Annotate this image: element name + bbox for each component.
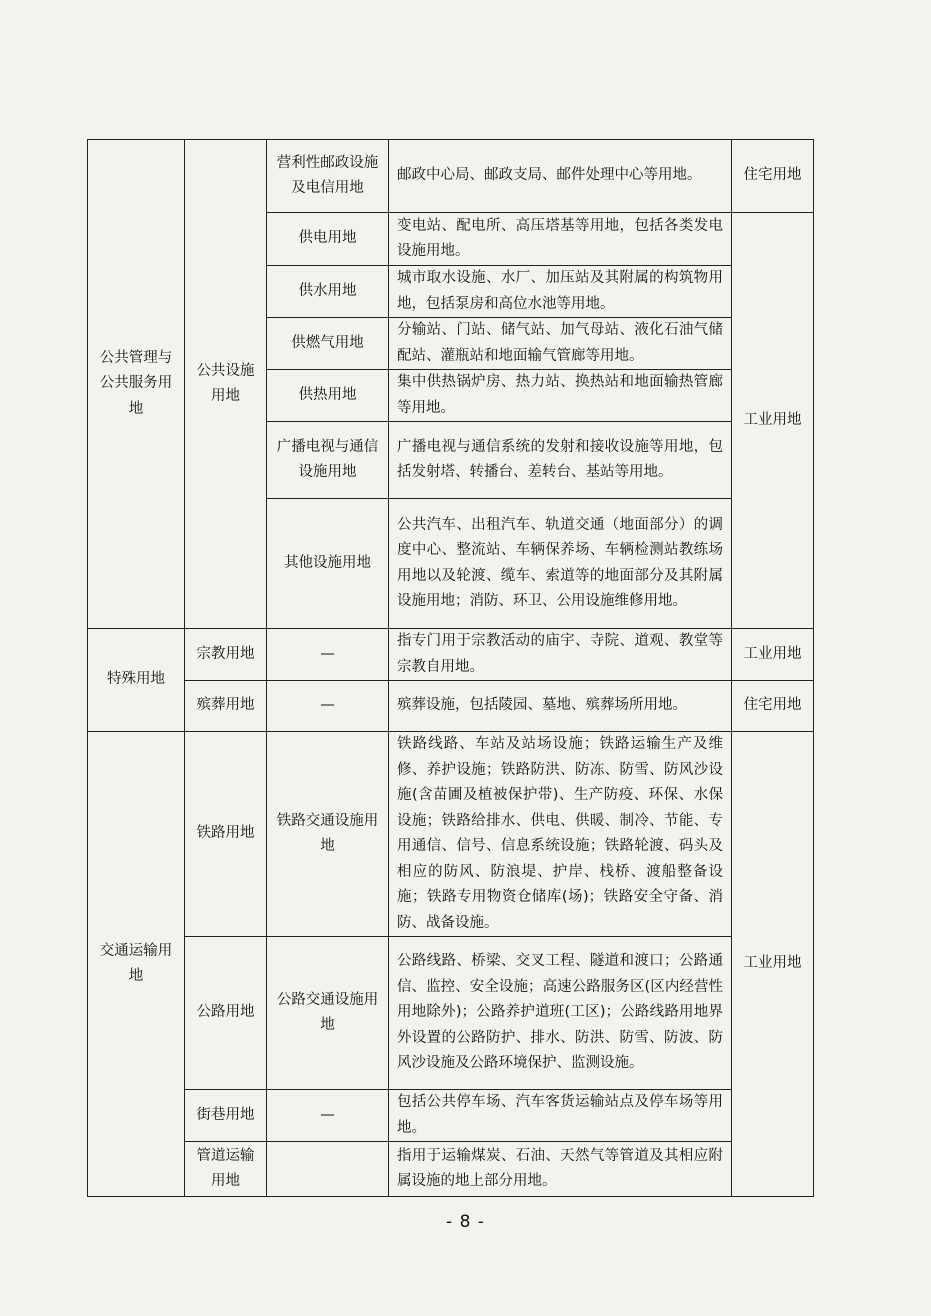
page-number: - 8 -: [446, 1212, 485, 1232]
subcategory-cell: 宗教用地: [185, 629, 267, 681]
description-cell: 铁路线路、车站及站场设施；铁路运输生产及维修、养护设施；铁路防洪、防冻、防雪、防风沙设施(含苗圃及植被保护带)、生产防疫、环保、水保设施；铁路给排水、供电、供暖、制冷、节能、专用通信、信号、信息系统设施；铁路轮渡、码头及相应的防风、防浪堤、护岸、栈桥、渡船整备设施；铁路专用物资仓储库(场)；铁路安全守备、消防、战备设施。: [389, 732, 732, 937]
subcategory-cell: —: [267, 1090, 389, 1142]
description-cell: 广播电视与通信系统的发射和接收设施等用地，包括发射塔、转播台、差转台、基站等用地。: [389, 422, 732, 499]
table-row: [88, 629, 814, 681]
subcategory-cell: 供热用地: [267, 370, 389, 422]
subcategory-cell: 营利性邮政设施及电信用地: [267, 140, 389, 213]
subcategory-cell: 供燃气用地: [267, 318, 389, 370]
reference-land-type: 住宅用地: [732, 140, 814, 213]
subcategory-cell: 管道运输用地: [185, 1142, 267, 1197]
subcategory-cell: 公路交通设施用地: [267, 937, 389, 1090]
subcategory-cell: 街巷用地: [185, 1090, 267, 1142]
table-row: [88, 681, 814, 732]
description-cell: 包括公共停车场、汽车客货运输站点及停车场等用地。: [389, 1090, 732, 1142]
reference-land-type: 工业用地: [732, 629, 814, 681]
subcategory-cell: —: [267, 681, 389, 732]
land-use-table: [87, 139, 814, 1197]
subcategory-cell: 供水用地: [267, 266, 389, 318]
table-row: [88, 140, 814, 213]
subcategory-cell: 铁路交通设施用地: [267, 732, 389, 937]
table-row: [88, 1090, 814, 1142]
category-public-management: 公共管理与公共服务用地: [88, 140, 185, 629]
reference-land-type: 住宅用地: [732, 681, 814, 732]
category-transportation: 交通运输用地: [88, 732, 185, 1197]
description-cell: 城市取水设施、水厂、加压站及其附属的构筑物用地，包括泵房和高位水池等用地。: [389, 266, 732, 318]
subcategory-cell: [267, 1142, 389, 1197]
subcategory-cell: 供电用地: [267, 213, 389, 266]
subcategory-cell: —: [267, 629, 389, 681]
description-cell: 指专门用于宗教活动的庙宇、寺院、道观、教堂等宗教自用地。: [389, 629, 732, 681]
table-row: [88, 732, 814, 937]
table-row: [88, 1142, 814, 1197]
subcategory-cell: 铁路用地: [185, 732, 267, 937]
reference-land-type: 工业用地: [732, 213, 814, 629]
description-cell: 殡葬设施，包括陵园、墓地、殡葬场所用地。: [389, 681, 732, 732]
description-cell: 公共汽车、出租汽车、轨道交通（地面部分）的调度中心、整流站、车辆保养场、车辆检测站教练场用地以及轮渡、缆车、索道等的地面部分及其附属设施用地；消防、环卫、公用设施维修用地。: [389, 499, 732, 629]
description-cell: 公路线路、桥梁、交叉工程、隧道和渡口；公路通信、监控、安全设施；高速公路服务区(区内经营性用地除外)；公路养护道班(工区)；公路线路用地界外设置的公路防护、排水、防洪、防雪、防波、防风沙设施及公路环境保护、监测设施。: [389, 937, 732, 1090]
subcategory-cell: 殡葬用地: [185, 681, 267, 732]
category-public-facilities: 公共设施用地: [185, 140, 267, 629]
table-row: [88, 937, 814, 1090]
subcategory-cell: 公路用地: [185, 937, 267, 1090]
description-cell: 变电站、配电所、高压塔基等用地，包括各类发电设施用地。: [389, 213, 732, 266]
description-cell: 集中供热锅炉房、热力站、换热站和地面输热管廊等用地。: [389, 370, 732, 422]
description-cell: 分输站、门站、储气站、加气母站、液化石油气储配站、灌瓶站和地面输气管廊等用地。: [389, 318, 732, 370]
description-cell: 邮政中心局、邮政支局、邮件处理中心等用地。: [389, 140, 732, 213]
reference-land-type: 工业用地: [732, 732, 814, 1197]
subcategory-cell: 广播电视与通信设施用地: [267, 422, 389, 499]
description-cell: 指用于运输煤炭、石油、天然气等管道及其相应附属设施的地上部分用地。: [389, 1142, 732, 1197]
category-special-land: 特殊用地: [88, 629, 185, 732]
subcategory-cell: 其他设施用地: [267, 499, 389, 629]
